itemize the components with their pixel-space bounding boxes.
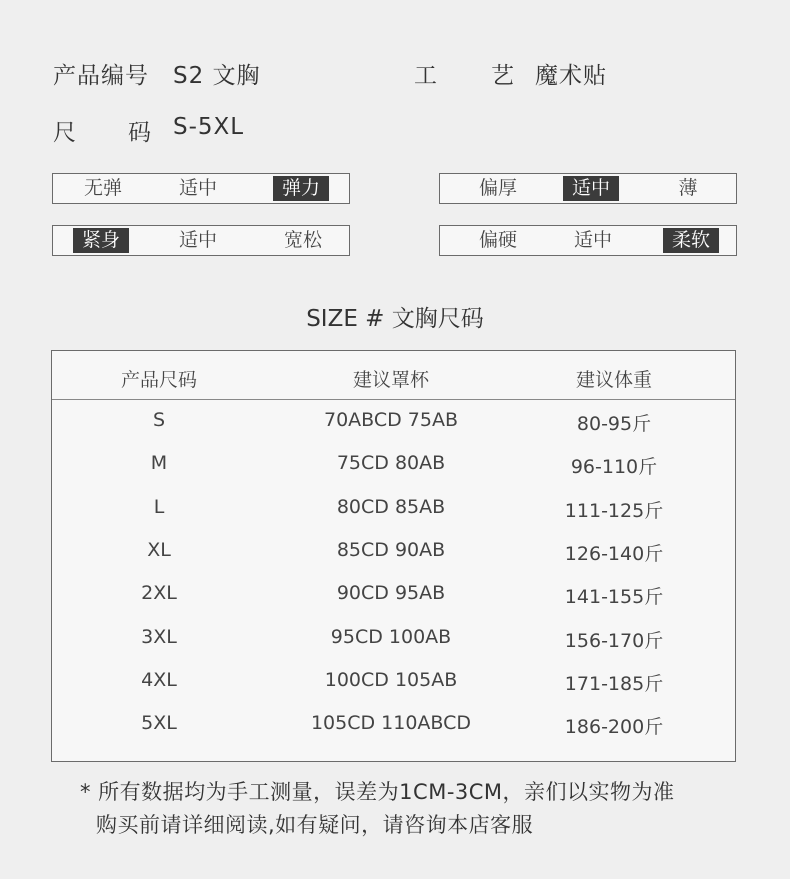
fit-option-loose: 宽松 bbox=[283, 229, 322, 251]
size-label-char-2: 码 bbox=[128, 120, 152, 146]
cup-cell: 75CD 80AB bbox=[336, 452, 446, 475]
weight-cell: 141-155斤 bbox=[564, 586, 664, 609]
size-cell: 3XL bbox=[141, 625, 177, 648]
cup-cell: 85CD 90AB bbox=[336, 538, 446, 561]
size-range-value: S-5XL bbox=[173, 114, 245, 140]
product-code-value: S2 文胸 bbox=[173, 63, 261, 89]
size-table bbox=[51, 350, 736, 762]
thickness-option-medium: 适中 bbox=[563, 176, 619, 201]
elasticity-option-none: 无弹 bbox=[83, 177, 122, 199]
cup-cell: 100CD 105AB bbox=[324, 668, 458, 691]
craft-label-char-1: 工 bbox=[414, 63, 438, 89]
header-product-size: 产品尺码 bbox=[120, 369, 198, 391]
size-cell: 2XL bbox=[141, 582, 177, 605]
cup-cell: 90CD 95AB bbox=[336, 582, 446, 605]
softness-option-soft: 柔软 bbox=[663, 228, 719, 253]
weight-cell: 156-170斤 bbox=[564, 629, 664, 652]
thickness-scale bbox=[439, 173, 737, 204]
weight-cell: 80-95斤 bbox=[576, 413, 652, 435]
table-row bbox=[52, 539, 735, 569]
size-chart-title: SIZE # 文胸尺码 bbox=[306, 306, 484, 332]
cup-cell: 105CD 110ABCD bbox=[310, 712, 472, 735]
weight-cell: 186-200斤 bbox=[564, 716, 664, 739]
measurement-note: * 所有数据均为手工测量，误差为1CM-3CM，亲们以实物为准 bbox=[80, 780, 675, 804]
craft-label-char-2: 艺 bbox=[491, 63, 515, 89]
weight-cell: 96-110斤 bbox=[570, 456, 658, 479]
size-cell: M bbox=[150, 452, 168, 475]
table-row bbox=[52, 626, 735, 656]
softness-scale bbox=[439, 225, 737, 256]
softness-option-hard: 偏硬 bbox=[478, 229, 517, 251]
cup-cell: 80CD 85AB bbox=[336, 495, 446, 518]
size-cell: XL bbox=[147, 538, 171, 561]
size-label-char-1: 尺 bbox=[53, 120, 77, 146]
table-row bbox=[52, 669, 735, 699]
header-recommended-cup: 建议罩杯 bbox=[352, 369, 430, 391]
header-recommended-weight: 建议体重 bbox=[575, 369, 653, 391]
table-row bbox=[52, 409, 735, 439]
product-code-label: 产品编号 bbox=[53, 63, 149, 89]
thickness-option-thin: 薄 bbox=[678, 177, 698, 199]
reading-note: 购买前请详细阅读,如有疑问，请咨询本店客服 bbox=[96, 813, 534, 837]
craft-value: 魔术贴 bbox=[535, 63, 607, 89]
size-cell: S bbox=[152, 409, 166, 431]
elasticity-option-medium: 适中 bbox=[178, 177, 217, 199]
size-cell: L bbox=[153, 495, 165, 518]
elasticity-option-stretch: 弹力 bbox=[273, 176, 329, 201]
weight-cell: 126-140斤 bbox=[564, 542, 664, 565]
fit-option-medium: 适中 bbox=[178, 229, 217, 251]
cup-cell: 70ABCD 75AB bbox=[323, 409, 459, 431]
softness-option-medium: 适中 bbox=[573, 229, 612, 251]
table-row bbox=[52, 712, 735, 742]
size-cell: 5XL bbox=[141, 712, 177, 735]
table-header-row bbox=[52, 351, 735, 400]
fit-option-tight: 紧身 bbox=[73, 228, 129, 253]
size-cell: 4XL bbox=[141, 668, 177, 691]
elasticity-scale bbox=[52, 173, 350, 204]
thickness-option-thick: 偏厚 bbox=[478, 177, 517, 199]
weight-cell: 171-185斤 bbox=[564, 672, 664, 695]
table-row bbox=[52, 582, 735, 612]
cup-cell: 95CD 100AB bbox=[330, 625, 452, 648]
table-row bbox=[52, 496, 735, 526]
weight-cell: 111-125斤 bbox=[564, 499, 664, 522]
table-row bbox=[52, 452, 735, 482]
fit-scale bbox=[52, 225, 350, 256]
